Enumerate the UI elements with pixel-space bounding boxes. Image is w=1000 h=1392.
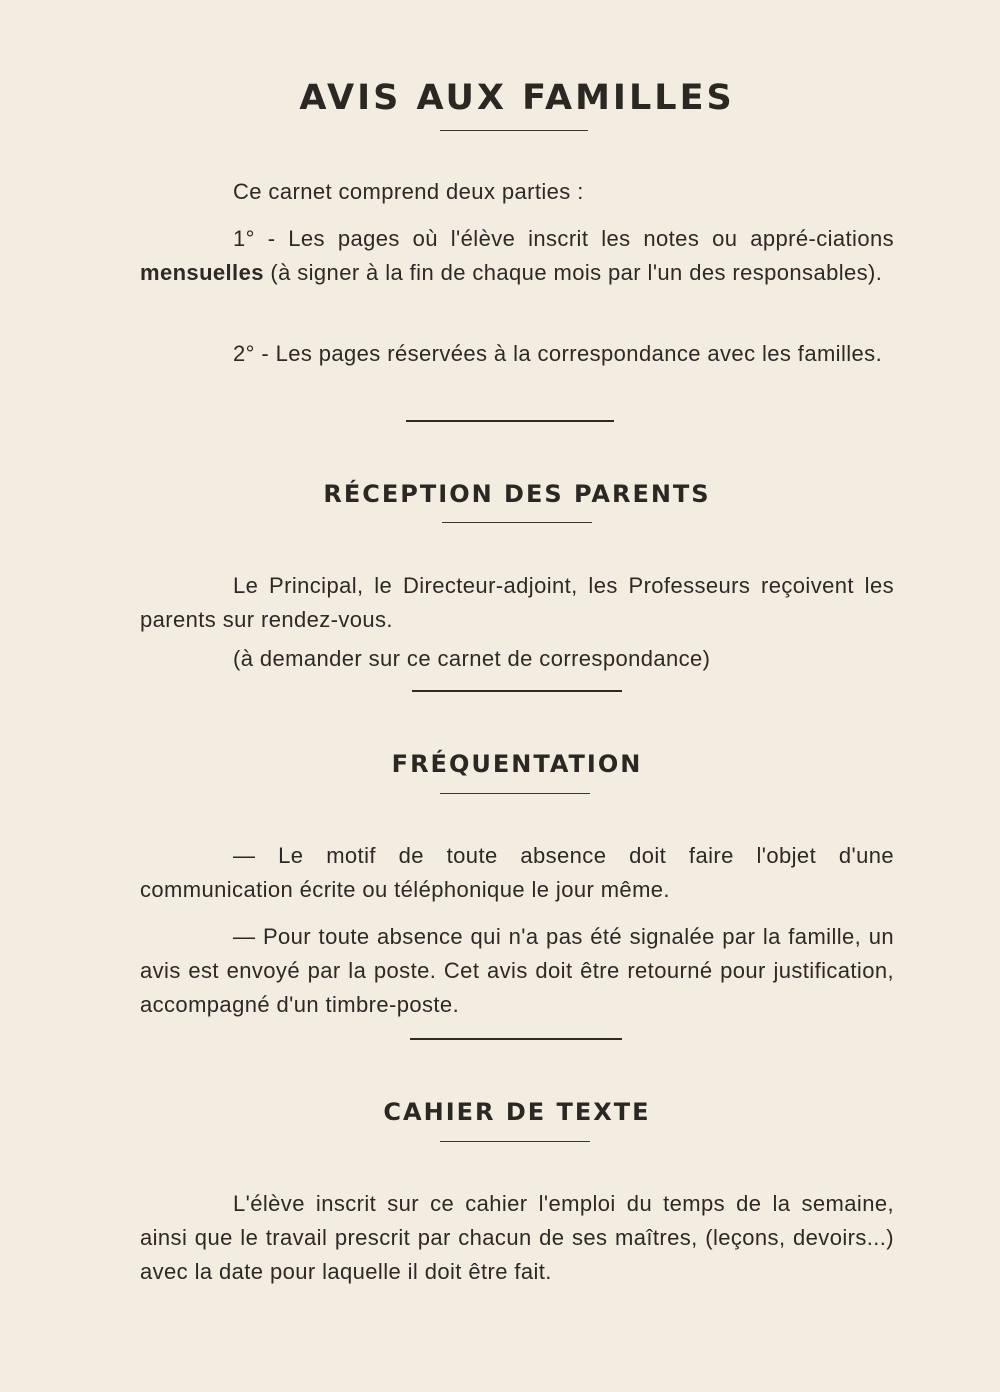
section-divider — [406, 420, 614, 422]
section-divider — [410, 1038, 622, 1040]
part-one-emphasis: mensuelles — [140, 260, 264, 285]
intro-text: Ce carnet comprend deux parties : — [233, 179, 584, 204]
reception-note: (à demander sur ce carnet de correspondance) — [233, 646, 711, 671]
cahier-underline — [440, 1141, 590, 1142]
cahier-text: L'élève inscrit sur ce cahier l'emploi du temps de la semaine, ainsi que le travail prescrit par chacun de ses maîtres, (leçons, devoirs...) avec la date pour laquelle il doit être fait. — [140, 1191, 894, 1284]
title-underline — [440, 130, 588, 131]
section-divider — [412, 690, 622, 692]
reception-heading: RÉCEPTION DES PARENTS — [323, 480, 711, 508]
frequentation-heading: FRÉQUENTATION — [391, 750, 643, 778]
part-one-lead: 1° - Les pages où l'élève inscrit les notes ou appré-ciations — [233, 226, 894, 251]
frequentation-item-two: — Pour toute absence qui n'a pas été signalée par la famille, un avis est envoyé par la poste. Cet avis doit être retourné pour justification, accompagné d'un timbre-poste. — [140, 924, 894, 1017]
reception-underline — [442, 522, 592, 523]
cahier-heading: CAHIER DE TEXTE — [383, 1098, 651, 1126]
part-two-text: 2° - Les pages réservées à la correspondance avec les familles. — [233, 341, 883, 366]
part-one-text — [140, 222, 894, 290]
reception-text: Le Principal, le Directeur-adjoint, les Professeurs reçoivent les parents sur rendez-vous. — [140, 573, 894, 632]
frequentation-underline — [440, 793, 590, 794]
part-one-tail: (à signer à la fin de chaque mois par l'un des responsables). — [263, 260, 883, 285]
frequentation-item-one: — Le motif de toute absence doit faire l'objet d'une communication écrite ou téléphonique le jour même. — [140, 843, 894, 902]
page-title: AVIS AUX FAMILLES — [299, 78, 735, 118]
